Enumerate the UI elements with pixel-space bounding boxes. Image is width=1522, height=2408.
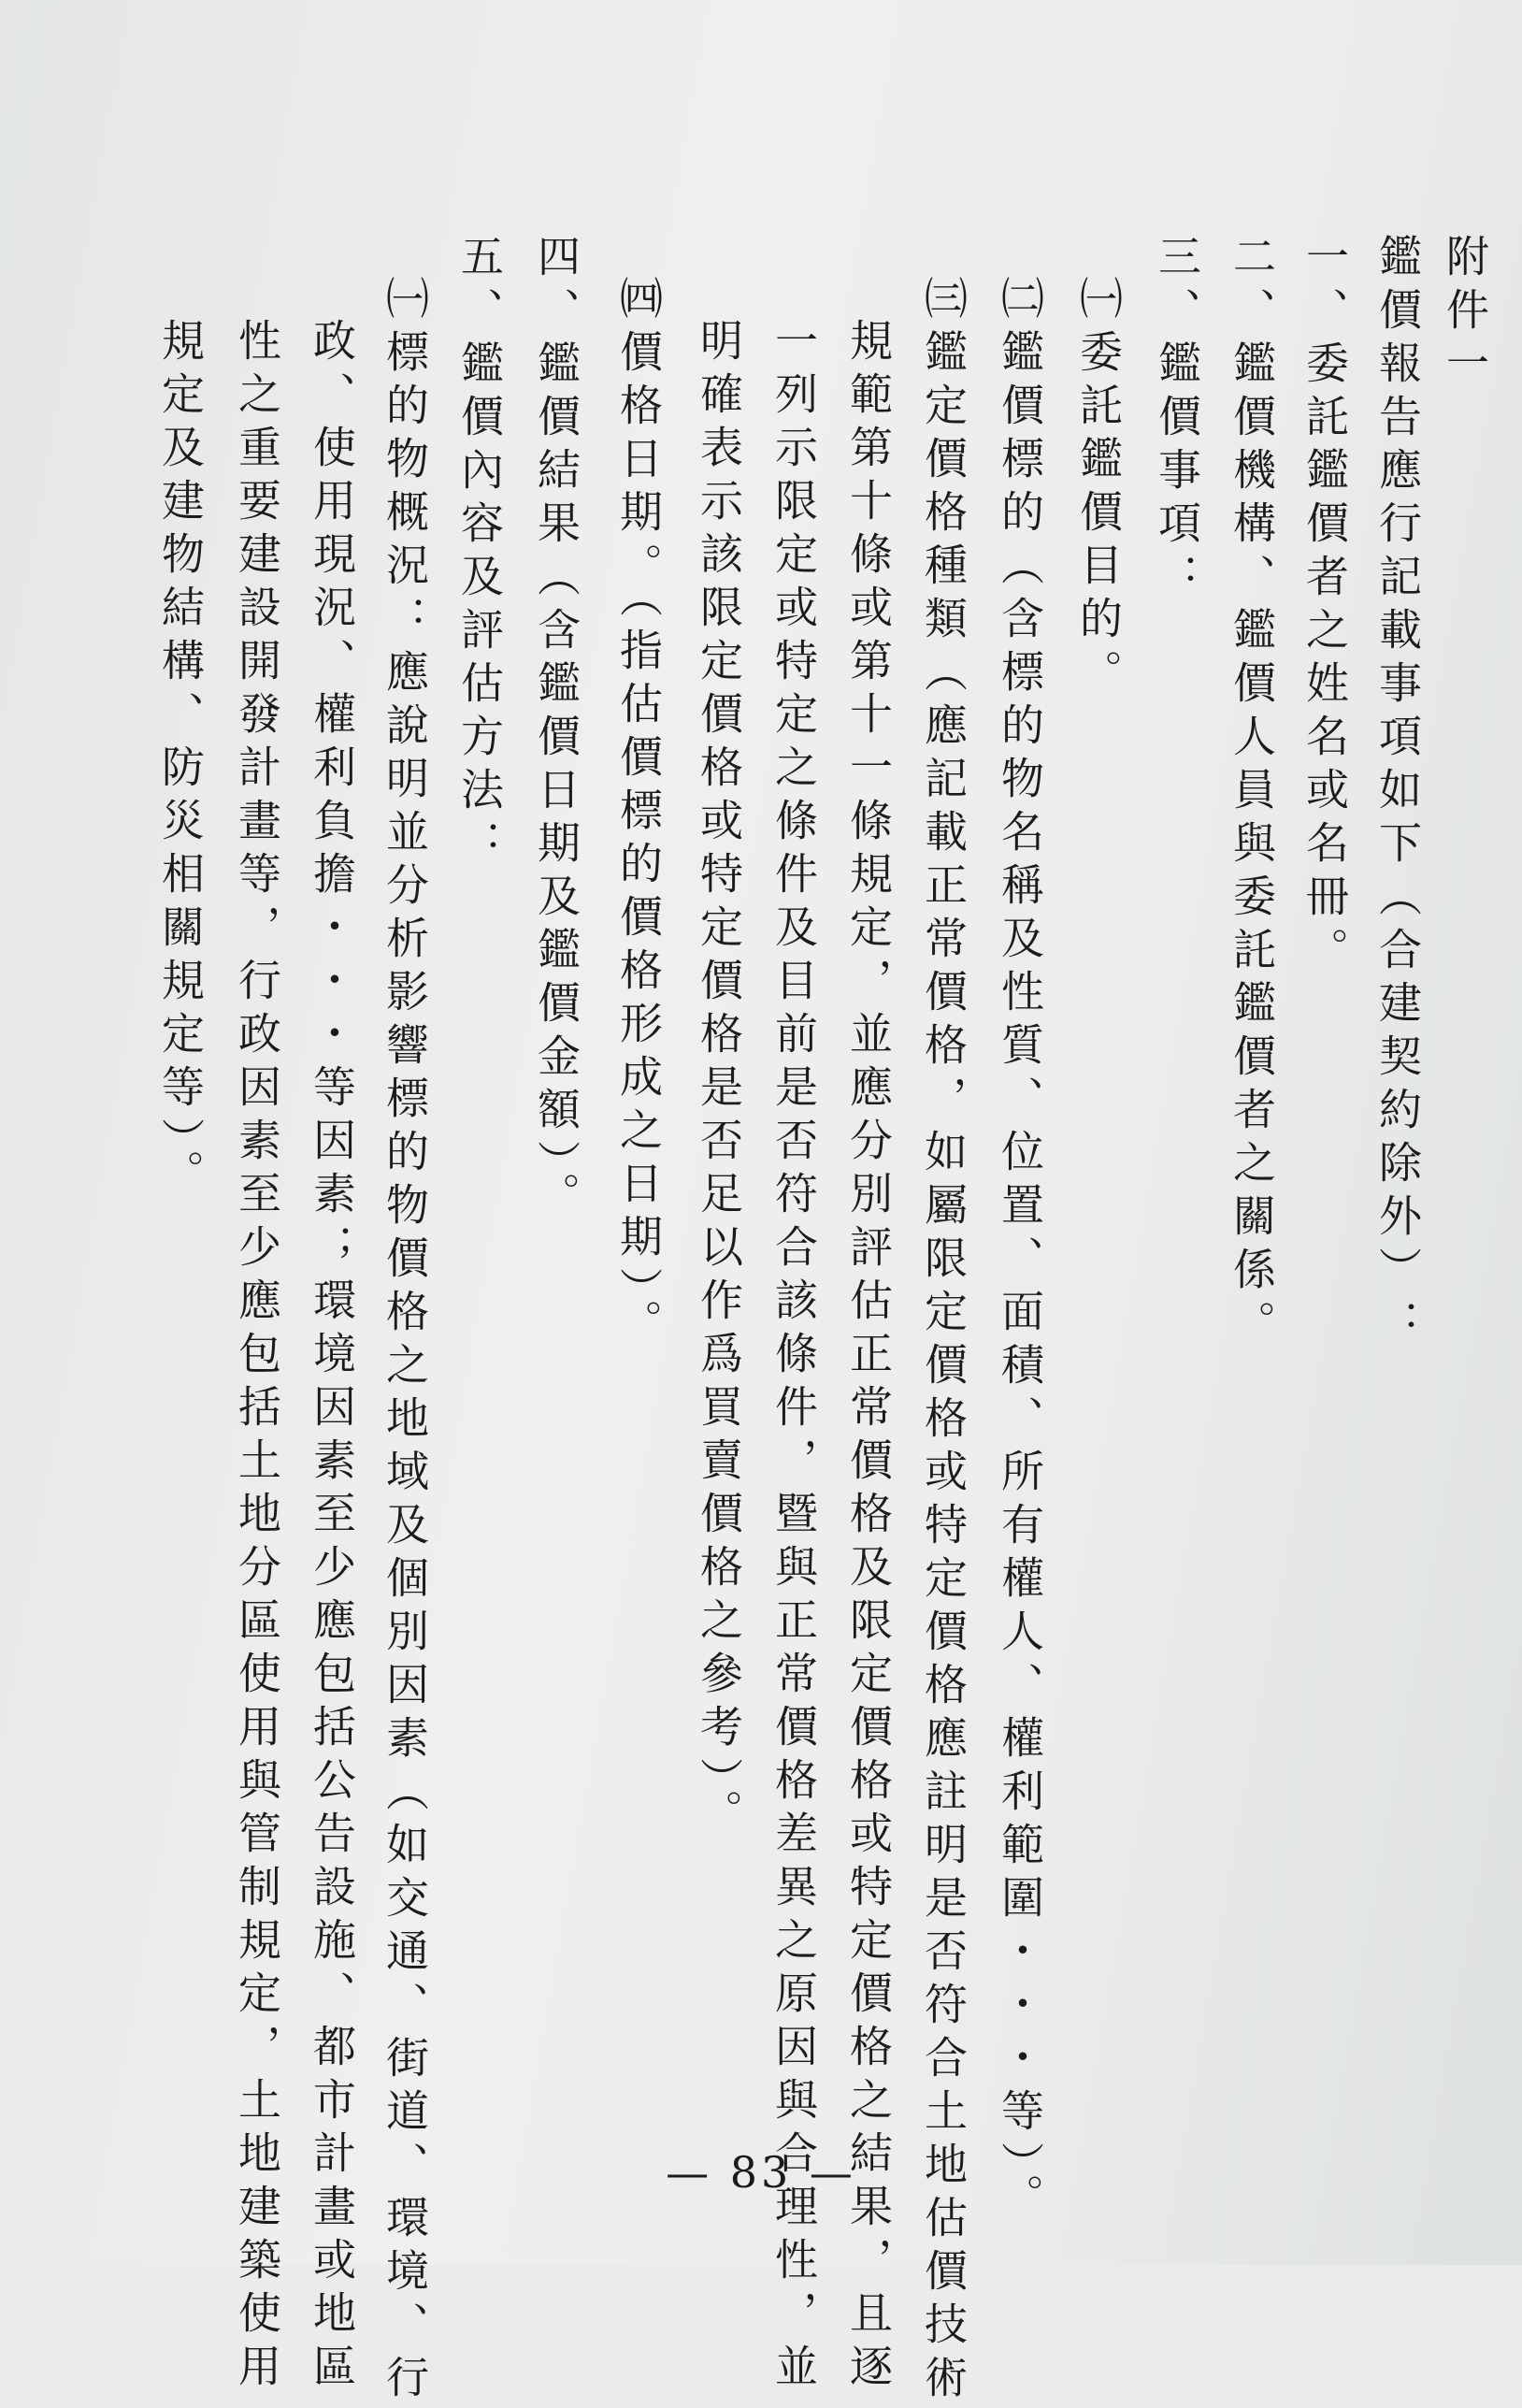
text-column-item-3-4: ㈣價格日期。（指估價標的價格形成之日期）。: [613, 276, 664, 1352]
text-column-item-3-2: ㈡鑑價標的（含標的物名稱及性質、位置、面積、所有權人、權利範圍・・・等）。: [995, 276, 1045, 2227]
text-column-item-1: 一、委託鑑價者之姓名或名冊。: [1299, 234, 1350, 980]
text-column-item-2: 二、鑑價機構、鑑價人員與委託鑑價者之關係。: [1227, 234, 1277, 1353]
text-column-item-3-1: ㈠委託鑑價目的。: [1073, 276, 1124, 702]
text-column-item-3-3-line-1: ㈢鑑定價格種類（應記載正常價格，如屬限定價格或特定價格應註明是否符合土地估價技術: [918, 276, 969, 2408]
text-column-item-5-1-line-2: 政、使用現況、權利負擔・・・等因素；環境因素至少應包括公告設施、都市計畫或地區: [307, 318, 357, 2397]
page-number: — 83 —: [666, 2147, 856, 2198]
text-column-item-5-1-line-1: ㈠標的物概況：應說明並分析影響標的物價格之地域及個別因素（如交通、街道、環境、行: [380, 276, 430, 2408]
text-column-item-3: 三、鑑價事項：: [1152, 234, 1202, 607]
text-column-item-3-3-line-2: 規範第十條或第十一條規定，並應分別評估正常價格及限定價格或特定價格之結果，且逐: [843, 318, 894, 2397]
text-column-item-5-1-line-3: 性之重要建設開發計畫等，行政因素至少應包括土地分區使用與管制規定，土地建築使用: [232, 318, 282, 2397]
text-column-item-3-3-line-4: 明確表示該限定價格或特定價格是否足以作爲買賣價格之參考）。: [694, 318, 744, 1842]
text-column-annex-label: 附件一: [1440, 234, 1490, 394]
text-column-item-5-1-line-4: 規定及建物結構、防災相關規定等）。: [155, 318, 206, 1203]
text-column-heading: 鑑價報告應行記載事項如下（合建契約除外）：: [1372, 234, 1423, 1353]
text-column-item-5: 五、鑑價內容及評估方法：: [454, 234, 505, 873]
text-column-item-3-3-line-3: 一列示限定或特定之條件及目前是否符合該條件，暨與正常價格差異之原因與合理性，並: [768, 318, 819, 2397]
text-column-item-4: 四、鑑價結果（含鑑價日期及鑑價金額）。: [531, 234, 582, 1225]
